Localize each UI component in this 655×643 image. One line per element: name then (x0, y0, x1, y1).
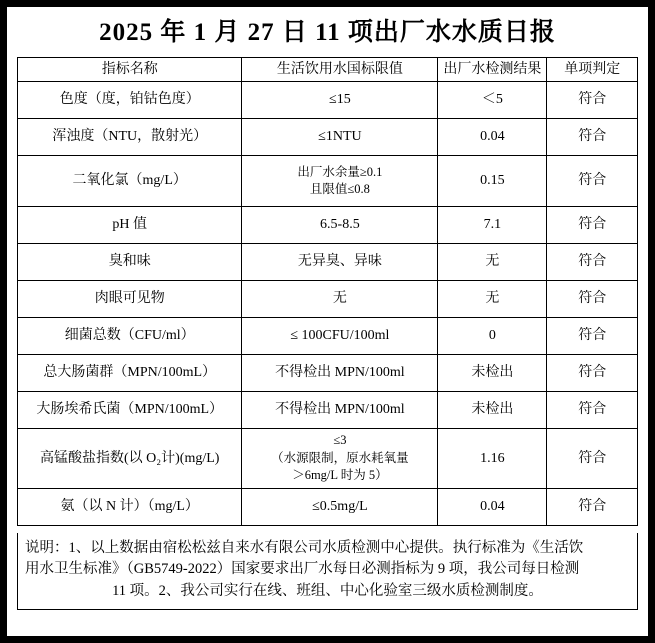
cell-indicator: 色度（度，铂钴色度） (18, 82, 242, 119)
cell-result: 7.1 (438, 207, 547, 244)
cell-verdict: 符合 (547, 156, 638, 207)
cell-indicator: 细菌总数（CFU/ml） (18, 318, 242, 355)
cell-verdict: 符合 (547, 392, 638, 429)
cell-indicator: 臭和味 (18, 244, 242, 281)
column-header-standard: 生活饮用水国标限值 (242, 57, 438, 82)
cell-result: 1.16 (438, 429, 547, 489)
cell-verdict: 符合 (547, 488, 638, 525)
water-quality-table (17, 57, 638, 526)
table-row (18, 429, 638, 489)
cell-verdict: 符合 (547, 207, 638, 244)
cell-verdict: 符合 (547, 244, 638, 281)
cell-indicator: 大肠埃希氏菌（MPN/100mL） (18, 392, 242, 429)
cell-indicator: 总大肠菌群（MPN/100mL） (18, 355, 242, 392)
cell-verdict: 符合 (547, 119, 638, 156)
cell-result: 0.04 (438, 119, 547, 156)
footnote-line-3: 11 项。2、我公司实行在线、班组、中心化验室三级水质检测制度。 (112, 583, 543, 599)
cell-standard: 6.5-8.5 (242, 207, 438, 244)
cell-standard (242, 156, 438, 207)
cell-verdict: 符合 (547, 355, 638, 392)
page-title: 2025 年 1 月 27 日 11 项出厂水水质日报 (99, 19, 556, 46)
standard-line-2: 且限值≤0.8 (309, 182, 370, 196)
table-row (18, 281, 638, 318)
cell-standard: 不得检出 MPN/100ml (242, 355, 438, 392)
table-row (18, 82, 638, 119)
cell-result: 0 (438, 318, 547, 355)
column-header-verdict: 单项判定 (547, 57, 638, 82)
cell-standard: 不得检出 MPN/100ml (242, 392, 438, 429)
cell-verdict: 符合 (547, 281, 638, 318)
cell-indicator: 高锰酸盐指数(以 O₂计)(mg/L) (18, 429, 242, 489)
cell-standard (242, 429, 438, 489)
standard-line-1: 出厂水余量≥0.1 (297, 164, 383, 179)
cell-verdict: 符合 (547, 318, 638, 355)
cell-indicator: 二氧化氯（mg/L） (18, 156, 242, 207)
column-header-indicator: 指标名称 (18, 57, 242, 82)
cell-standard: 无 (242, 281, 438, 318)
cell-verdict: 符合 (547, 429, 638, 489)
cell-result: 未检出 (438, 392, 547, 429)
standard-line-2: （水源限制，原水耗氧量 (271, 450, 409, 465)
table-row (18, 207, 638, 244)
cell-indicator: 氨（以 N 计）（mg/L） (18, 488, 242, 525)
cell-indicator: pH 值 (18, 207, 242, 244)
standard-line-1: ≤3 (333, 433, 347, 447)
cell-result: 0.04 (438, 488, 547, 525)
cell-indicator: 浑浊度（NTU，散射光） (18, 119, 242, 156)
cell-standard: ≤0.5mg/L (242, 488, 438, 525)
cell-result: 无 (438, 244, 547, 281)
cell-standard: ≤ 100CFU/100ml (242, 318, 438, 355)
cell-result: 0.15 (438, 156, 547, 207)
cell-result: ＜5 (438, 82, 547, 119)
cell-result: 未检出 (438, 355, 547, 392)
cell-indicator: 肉眼可见物 (18, 281, 242, 318)
table-header-row (18, 57, 638, 82)
table-row (18, 318, 638, 355)
footnote-line-2: 用水卫生标准》（GB5749-2022）国家要求出厂水每日必测指标为 9 项，我公司每日检测 (25, 561, 580, 578)
cell-standard: ≤1NTU (242, 119, 438, 156)
cell-result: 无 (438, 281, 547, 318)
table-row (18, 244, 638, 281)
table-row (18, 119, 638, 156)
footnote-line-1: 说明：1、以上数据由宿松松兹自来水有限公司水质检测中心提供。执行标准为《生活饮 (25, 539, 584, 556)
cell-verdict: 符合 (547, 82, 638, 119)
table-row (18, 355, 638, 392)
table-row (18, 488, 638, 525)
column-header-result: 出厂水检测结果 (438, 57, 547, 82)
cell-standard: 无异臭、异味 (242, 244, 438, 281)
cell-standard: ≤15 (242, 82, 438, 119)
standard-line-3: ＞6mg/L 时为 5） (292, 468, 388, 482)
table-row (18, 392, 638, 429)
footnote (17, 533, 638, 610)
table-row (18, 156, 638, 207)
